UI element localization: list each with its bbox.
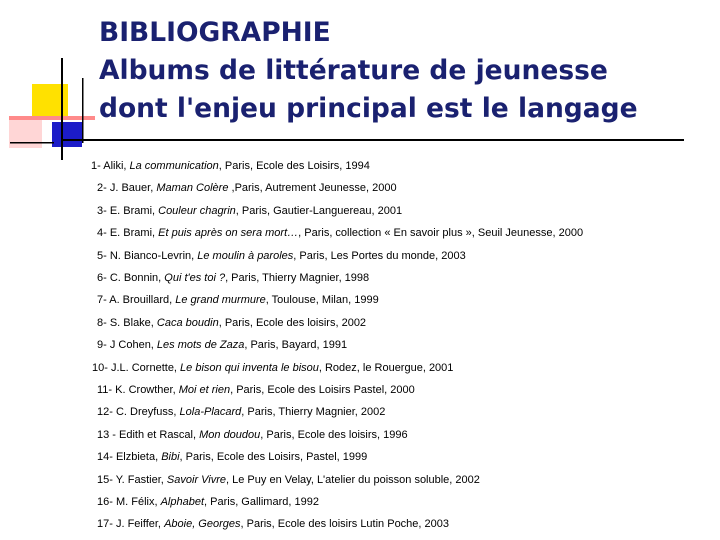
- horizontal-line: [10, 142, 54, 144]
- vertical-line-right: [82, 78, 84, 143]
- blue-square: [52, 122, 82, 147]
- title-line-1: BIBLIOGRAPHIE: [99, 17, 331, 48]
- list-item: 11- K. Crowther, Moi et rien, Paris, Ecole des Loisirs Pastel, 2000: [97, 384, 415, 396]
- list-item: 8- S. Blake, Caca boudin, Paris, Ecole des loisirs, 2002: [97, 317, 367, 329]
- list-item: 13 - Edith et Rascal, Mon doudou, Paris, Ecole des loisirs, 1996: [97, 429, 408, 441]
- list-item: 12- C. Dreyfuss, Lola-Placard, Paris, Thierry Magnier, 2002: [97, 406, 386, 418]
- list-item: 15- Y. Fastier, Savoir Vivre, Le Puy en Velay, L'atelier du poisson soluble, 2002: [97, 474, 480, 486]
- vertical-line-left: [61, 58, 63, 160]
- list-item: 1- Aliki, La communication, Paris, Ecole des Loisirs, 1994: [91, 160, 370, 172]
- list-item: 10- J.L. Cornette, Le bison qui inventa le bisou, Rodez, le Rouergue, 2001: [92, 362, 454, 374]
- list-item: 2- J. Bauer, Maman Colère ,Paris, Autrement Jeunesse, 2000: [97, 182, 397, 194]
- title-underline: [62, 139, 684, 141]
- list-item: 14- Elzbieta, Bibi, Paris, Ecole des Loisirs, Pastel, 1999: [97, 451, 368, 463]
- list-item: 17- J. Feiffer, Aboie, Georges, Paris, Ecole des loisirs Lutin Poche, 2003: [97, 518, 450, 530]
- list-item: 5- N. Bianco-Levrin, Le moulin à paroles, Paris, Les Portes du monde, 2003: [97, 250, 466, 262]
- title-line-3: dont l'enjeu principal est le langage: [99, 93, 638, 124]
- title-line-2: Albums de littérature de jeunesse: [99, 55, 608, 86]
- page-title: [99, 14, 638, 128]
- list-item: 7- A. Brouillard, Le grand murmure, Toulouse, Milan, 1999: [97, 294, 379, 306]
- list-item: 4- E. Brami, Et puis après on sera mort…, Paris, collection « En savoir plus », Seuil Jeunesse, 2000: [97, 227, 584, 239]
- list-item: 9- J Cohen, Les mots de Zaza, Paris, Bayard, 1991: [97, 339, 348, 351]
- list-item: 6- C. Bonnin, Qui t'es toi ?, Paris, Thierry Magnier, 1998: [97, 272, 370, 284]
- list-item: 16- M. Félix, Alphabet, Paris, Gallimard, 1992: [97, 496, 319, 508]
- list-item: 3- E. Brami, Couleur chagrin, Paris, Gautier-Languereau, 2001: [97, 205, 403, 217]
- decorative-color-blocks: [0, 0, 100, 170]
